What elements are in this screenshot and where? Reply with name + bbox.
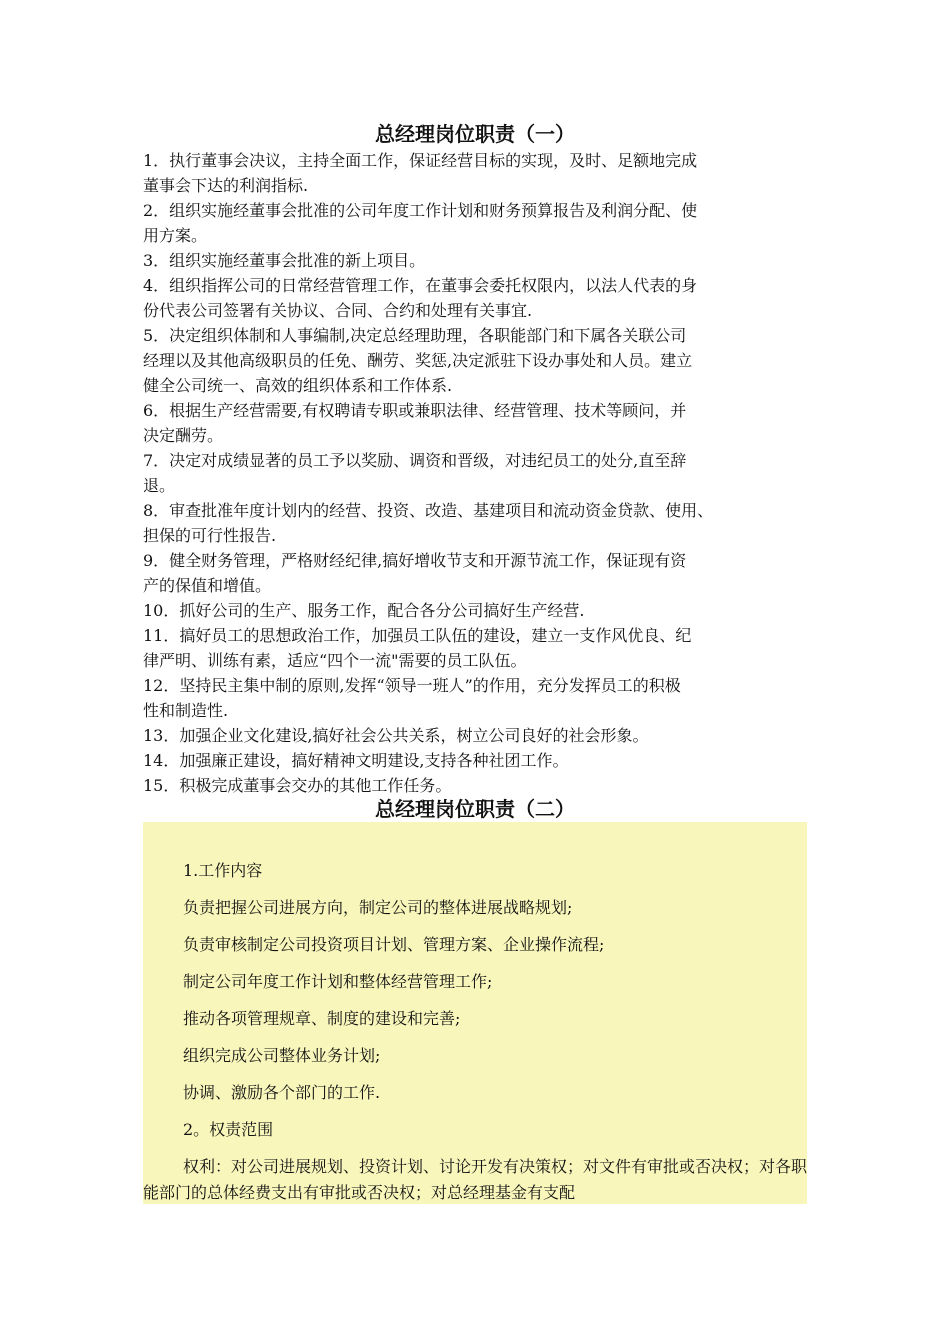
section-1-title: 总经理岗位职责（一） [375,122,575,146]
work-content-item-3: 制定公司年度工作计划和整体经营管理工作; [183,972,493,991]
duty-item-1: 1．执行董事会决议，主持全面工作，保证经营目标的实现，及时、足额地完成 董事会下达的利润指标. [143,151,698,195]
duty-item-3: 3．组织实施经董事会批准的新上项目。 [143,251,426,270]
work-content-item-1: 负责把握公司进展方向，制定公司的整体进展战略规划; [183,898,573,917]
duty-item-10: 10．抓好公司的生产、服务工作，配合各分公司搞好生产经营. [143,601,585,620]
duty-item-12: 12．坚持民主集中制的原则,发挥“领导一班人”的作用，充分发挥员工的积极 性和制造性. [143,676,681,720]
work-content-heading: 1.工作内容 [183,861,263,880]
work-content-item-2: 负责审核制定公司投资项目计划、管理方案、企业操作流程; [183,935,605,954]
section-1-list [143,148,823,798]
authority-scope-heading: 2。权责范围 [183,1120,274,1139]
duty-item-15: 15．积极完成董事会交办的其他工作任务。 [143,776,452,795]
section-2-title: 总经理岗位职责（二） [375,797,575,821]
rights-paragraph: 权利：对公司进展规划、投资计划、讨论开发有决策权；对文件有审批或否决权；对各职能部门的总体经费支出有审批或否决权；对总经理基金有支配 [143,1157,807,1202]
section-2-content [143,858,807,1204]
duty-item-11: 11．搞好员工的思想政治工作，加强员工队伍的建设，建立一支作风优良、纪 律严明、训练有素，适应“四个一流"需要的员工队伍。 [143,626,692,670]
highlighted-content-box [143,822,807,1204]
duty-item-4: 4．组织指挥公司的日常经营管理工作，在董事会委托权限内，以法人代表的身 份代表公司签署有关协议、合同、合约和处理有关事宜. [143,276,698,320]
duty-item-6: 6．根据生产经营需要,有权聘请专职或兼职法律、经营管理、技术等顾问，并 决定酬劳。 [143,401,687,445]
duty-item-8: 8．审查批准年度计划内的经营、投资、改造、基建项目和流动资金贷款、使用、 担保的可行性报告. [143,501,714,545]
duty-item-14: 14．加强廉正建设，搞好精神文明建设,支持各种社团工作。 [143,751,569,770]
duty-item-13: 13．加强企业文化建设,搞好社会公共关系，树立公司良好的社会形象。 [143,726,649,745]
duty-item-7: 7．决定对成绩显著的员工予以奖励、调资和晋级，对违纪员工的处分,直至辞 退。 [143,451,687,495]
work-content-item-4: 推动各项管理规章、制度的建设和完善; [183,1009,461,1028]
duty-item-9: 9．健全财务管理，严格财经纪律,搞好增收节支和开源节流工作，保证现有资 产的保值和增值。 [143,551,687,595]
work-content-item-6: 协调、激励各个部门的工作. [183,1083,381,1102]
work-content-item-5: 组织完成公司整体业务计划; [183,1046,381,1065]
duty-item-5: 5．决定组织体制和人事编制,决定总经理助理，各职能部门和下属各关联公司 经理以及其他高级职员的任免、酬劳、奖惩,决定派驻下设办事处和人员。建立 健全公司统一、高效的组织体系和工作体系. [143,326,693,395]
duty-item-2: 2．组织实施经董事会批准的公司年度工作计划和财务预算报告及利润分配、使 用方案。 [143,201,698,245]
